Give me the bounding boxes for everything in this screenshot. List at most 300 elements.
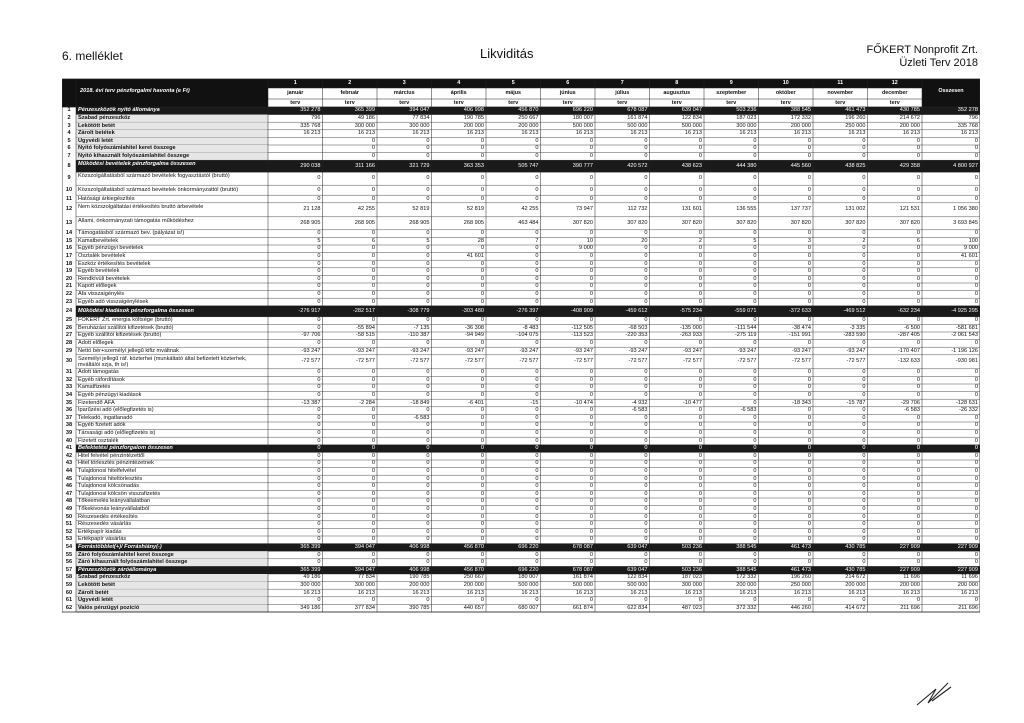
value-cell: 500 000: [627, 581, 648, 588]
row-number: 15: [65, 237, 73, 244]
value-cell: 0: [974, 597, 978, 604]
value-cell: 0: [698, 505, 702, 512]
value-cell: 0: [916, 536, 920, 543]
value-cell: -559 071: [734, 307, 757, 314]
value-cell: 0: [753, 536, 757, 543]
value-cell: 0: [753, 317, 757, 324]
value-cell: 0: [807, 422, 811, 429]
value-cell: 335 768: [300, 122, 321, 129]
value-cell: 0: [644, 505, 648, 512]
value-cell: 307 820: [681, 219, 702, 226]
value-cell: 0: [974, 317, 978, 324]
value-cell: 11 696: [961, 574, 978, 581]
value-cell: 678 087: [572, 543, 593, 550]
value-cell: 0: [535, 597, 539, 604]
value-cell: 200 000: [736, 581, 757, 588]
value-cell: 0: [589, 268, 593, 275]
month-name: február: [340, 90, 360, 96]
value-cell: 180 007: [518, 574, 539, 581]
value-cell: 0: [589, 559, 593, 566]
value-cell: 0: [589, 283, 593, 290]
value-cell: -408 909: [570, 307, 593, 314]
value-cell: 0: [807, 475, 811, 482]
value-cell: 0: [862, 317, 866, 324]
value-cell: 0: [862, 186, 866, 193]
value-cell: 0: [916, 376, 920, 383]
row-label: Hitel felvétel pénzintézettől: [78, 452, 145, 459]
value-cell: 503 236: [681, 543, 702, 550]
value-cell: 0: [426, 460, 430, 467]
value-cell: 0: [644, 475, 648, 482]
value-cell: 9 000: [964, 245, 978, 252]
row-number: 61: [65, 597, 73, 604]
value-cell: 639 047: [681, 107, 702, 114]
row-number: 16: [65, 245, 73, 252]
value-cell: 0: [480, 384, 484, 391]
value-cell: 390 777: [572, 162, 593, 169]
value-cell: 0: [480, 339, 484, 346]
value-cell: 0: [862, 422, 866, 429]
row-label: Nettó bér+személyi jellegű kifiz mváltnak: [78, 347, 179, 354]
row-number: 40: [65, 437, 73, 444]
value-cell: 0: [371, 429, 375, 436]
value-cell: 0: [644, 252, 648, 259]
value-cell: 0: [644, 195, 648, 202]
row-number: 33: [65, 384, 73, 391]
value-cell: 0: [589, 145, 593, 152]
value-cell: 0: [862, 137, 866, 144]
value-cell: 0: [698, 290, 702, 297]
value-cell: 440 657: [463, 604, 484, 611]
value-cell: -111 544: [735, 324, 757, 331]
value-cell: 0: [698, 445, 702, 452]
value-cell: 0: [974, 559, 978, 566]
value-cell: 0: [753, 260, 757, 267]
value-cell: 190 785: [409, 574, 430, 581]
value-cell: 0: [698, 460, 702, 467]
value-cell: 0: [535, 513, 539, 520]
value-cell: 0: [317, 369, 321, 376]
value-cell: 0: [807, 445, 811, 452]
value-cell: 307 820: [736, 219, 757, 226]
value-cell: 0: [807, 513, 811, 520]
month-name: október: [775, 90, 796, 96]
value-cell: -72 577: [465, 358, 484, 365]
value-cell: 0: [644, 145, 648, 152]
value-cell: 0: [916, 597, 920, 604]
row-label: Tulajdonosi kölcsönadás: [78, 483, 140, 490]
month-name: április: [450, 90, 467, 96]
value-cell: 0: [589, 467, 593, 474]
value-cell: 0: [589, 298, 593, 305]
value-cell: -10 477: [683, 399, 702, 406]
value-cell: 0: [974, 437, 978, 444]
value-cell: 500 000: [518, 581, 539, 588]
value-cell: 0: [753, 290, 757, 297]
value-cell: 300 000: [354, 122, 375, 129]
value-cell: 0: [589, 414, 593, 421]
value-cell: -6 583: [631, 407, 648, 414]
value-cell: 0: [535, 460, 539, 467]
value-cell: 0: [862, 407, 866, 414]
value-cell: -2 284: [359, 399, 375, 406]
row-number: 6: [67, 145, 71, 152]
value-cell: 0: [753, 137, 757, 144]
row-number: 46: [65, 483, 73, 490]
value-cell: 0: [480, 445, 484, 452]
value-cell: 0: [698, 498, 702, 505]
value-cell: 696 220: [572, 107, 593, 114]
value-cell: 200 000: [899, 122, 920, 129]
value-cell: 696 220: [518, 566, 539, 573]
value-cell: 0: [644, 429, 648, 436]
value-cell: 0: [589, 445, 593, 452]
value-cell: 0: [974, 152, 978, 159]
month-name: szeptember: [716, 90, 747, 96]
value-cell: 0: [480, 559, 484, 566]
value-cell: 0: [535, 260, 539, 267]
row-label: Adott előlegek: [78, 339, 114, 346]
value-cell: 0: [753, 490, 757, 497]
value-cell: 0: [807, 137, 811, 144]
value-cell: 0: [589, 391, 593, 398]
row-number: 8: [67, 162, 71, 169]
value-cell: 394 047: [354, 543, 375, 550]
row-label: Rendkívüli bevételek: [78, 275, 130, 282]
value-cell: -128 631: [955, 399, 978, 406]
value-cell: 0: [698, 414, 702, 421]
value-cell: 0: [807, 268, 811, 275]
value-cell: 0: [644, 445, 648, 452]
value-cell: 0: [426, 317, 430, 324]
value-cell: 0: [317, 407, 321, 414]
value-cell: 0: [480, 521, 484, 528]
value-cell: 0: [862, 369, 866, 376]
value-cell: 0: [974, 186, 978, 193]
value-cell: 21 128: [303, 206, 321, 213]
row-label: Pénzeszközök záróállománya: [78, 566, 157, 573]
value-cell: 0: [862, 460, 866, 467]
row-label: Tőkekivonás leányvállalatból: [78, 505, 150, 512]
month-plan-label: terv: [835, 99, 846, 106]
value-cell: 0: [589, 384, 593, 391]
value-cell: 0: [698, 145, 702, 152]
value-cell: 0: [317, 422, 321, 429]
month-plan-label: terv: [780, 99, 791, 106]
value-cell: 0: [644, 490, 648, 497]
value-cell: 0: [317, 245, 321, 252]
value-cell: -72 577: [301, 358, 321, 365]
row-label: Egyéb fizetett adók: [78, 422, 126, 429]
value-cell: 0: [480, 260, 484, 267]
value-cell: 0: [535, 490, 539, 497]
value-cell: 300 000: [354, 581, 375, 588]
month-number: 9: [729, 80, 733, 86]
month-name: augusztus: [663, 90, 691, 96]
value-cell: -4 925 295: [951, 307, 978, 314]
value-cell: 0: [807, 230, 811, 237]
value-cell: 0: [807, 384, 811, 391]
value-cell: 9 000: [579, 245, 593, 252]
month-number: 2: [348, 80, 352, 86]
value-cell: 0: [589, 230, 593, 237]
value-cell: 16 213: [630, 130, 648, 137]
value-cell: 429 358: [899, 162, 920, 169]
value-cell: 420 572: [627, 162, 648, 169]
value-cell: 0: [916, 460, 920, 467]
value-cell: 0: [644, 230, 648, 237]
row-label: Valós pénzügyi pozíció: [78, 604, 140, 611]
value-cell: 0: [589, 275, 593, 282]
value-cell: 0: [589, 498, 593, 505]
value-cell: 0: [862, 429, 866, 436]
value-cell: 0: [974, 175, 978, 182]
value-cell: 0: [644, 551, 648, 558]
value-cell: 0: [371, 414, 375, 421]
value-cell: 16 213: [521, 130, 539, 137]
value-cell: 0: [698, 260, 702, 267]
value-cell: 0: [371, 475, 375, 482]
value-cell: 678 087: [627, 107, 648, 114]
value-cell: 0: [317, 498, 321, 505]
value-cell: 0: [644, 175, 648, 182]
value-cell: 0: [916, 290, 920, 297]
value-cell: 0: [535, 290, 539, 297]
value-cell: 300 000: [681, 581, 702, 588]
row-number: 41: [65, 445, 73, 452]
row-label: Működési bevételek pénzforgalma összesen: [78, 161, 196, 168]
value-cell: 0: [807, 369, 811, 376]
value-cell: 300 000: [300, 581, 321, 588]
value-cell: 0: [426, 407, 430, 414]
value-cell: 390 785: [409, 604, 430, 611]
month-number: 12: [891, 80, 898, 86]
value-cell: 41 601: [466, 252, 484, 259]
value-cell: -93 247: [792, 347, 811, 354]
month-plan-label: terv: [726, 99, 737, 106]
month-name: március: [393, 90, 415, 96]
total-column-header: Összesen: [938, 88, 964, 94]
value-cell: 0: [807, 275, 811, 282]
value-cell: 0: [371, 268, 375, 275]
value-cell: 200 000: [899, 581, 920, 588]
row-number: 48: [65, 498, 73, 505]
value-cell: 0: [317, 260, 321, 267]
value-cell: 0: [862, 391, 866, 398]
value-cell: 0: [916, 369, 920, 376]
value-cell: 0: [589, 597, 593, 604]
value-cell: 73 947: [575, 206, 593, 213]
value-cell: 0: [371, 536, 375, 543]
month-number: 1: [293, 80, 297, 86]
value-cell: 4 800 927: [953, 162, 978, 169]
value-cell: 16 213: [575, 130, 593, 137]
liquidity-table: [62, 76, 980, 702]
row-number: 52: [65, 528, 73, 535]
value-cell: 0: [317, 230, 321, 237]
value-cell: 363 353: [463, 162, 484, 169]
row-number: 1: [67, 107, 71, 114]
value-cell: 0: [480, 298, 484, 305]
value-cell: -38 474: [792, 324, 811, 331]
value-cell: 0: [862, 414, 866, 421]
value-cell: -93 247: [301, 347, 321, 354]
value-cell: 0: [371, 559, 375, 566]
value-cell: 0: [426, 369, 430, 376]
value-cell: 0: [753, 437, 757, 444]
value-cell: -68 503: [628, 324, 648, 331]
value-cell: 0: [974, 505, 978, 512]
value-cell: 0: [317, 445, 321, 452]
value-cell: 200 000: [463, 122, 484, 129]
value-cell: 0: [862, 505, 866, 512]
value-cell: 0: [916, 498, 920, 505]
month-plan-label: terv: [290, 99, 301, 106]
value-cell: -135 000: [679, 324, 702, 331]
value-cell: -93 247: [683, 347, 702, 354]
value-cell: 0: [974, 283, 978, 290]
value-cell: 0: [371, 422, 375, 429]
value-cell: 0: [916, 339, 920, 346]
value-cell: 16 213: [739, 589, 757, 596]
value-cell: 0: [644, 437, 648, 444]
annex-label: 6. melléklet: [62, 49, 123, 63]
value-cell: 0: [916, 445, 920, 452]
row-label: FŐKERT Zrt. energia költsége (bruttó): [78, 317, 173, 324]
month-plan-label: terv: [562, 99, 573, 106]
value-cell: -93 247: [356, 347, 375, 354]
value-cell: 0: [862, 445, 866, 452]
value-cell: 0: [589, 513, 593, 520]
value-cell: 0: [974, 475, 978, 482]
value-cell: 0: [317, 414, 321, 421]
value-cell: 0: [644, 422, 648, 429]
value-cell: 0: [317, 339, 321, 346]
value-cell: 0: [753, 399, 757, 406]
value-cell: -283 590: [843, 332, 866, 339]
value-cell: 500 000: [681, 122, 702, 129]
value-cell: 0: [317, 384, 321, 391]
value-cell: 0: [589, 290, 593, 297]
value-cell: 0: [589, 317, 593, 324]
value-cell: 0: [317, 483, 321, 490]
value-cell: 0: [371, 145, 375, 152]
value-cell: 227 909: [957, 543, 978, 550]
value-cell: -282 517: [352, 307, 375, 314]
value-cell: 0: [426, 505, 430, 512]
value-cell: 0: [807, 298, 811, 305]
value-cell: 0: [426, 490, 430, 497]
value-cell: 0: [698, 407, 702, 414]
value-cell: 227 909: [899, 543, 920, 550]
row-label: Tulajdonosi hiteltörlesztés: [78, 475, 143, 482]
value-cell: -170 407: [897, 347, 920, 354]
value-cell: 0: [698, 298, 702, 305]
value-cell: 0: [480, 490, 484, 497]
value-cell: -287 405: [897, 332, 920, 339]
value-cell: -36 308: [465, 324, 484, 331]
value-cell: 0: [589, 452, 593, 459]
value-cell: 77 834: [412, 114, 430, 121]
row-label: Nem közszolgáltatási értékesítés bruttó árbevétele: [78, 203, 204, 210]
value-cell: 196 260: [790, 574, 811, 581]
value-cell: -18 849: [410, 399, 430, 406]
value-cell: 0: [371, 551, 375, 558]
value-cell: 0: [589, 490, 593, 497]
value-cell: 0: [480, 145, 484, 152]
value-cell: 20: [641, 237, 648, 244]
value-cell: 5: [426, 237, 430, 244]
value-cell: 0: [480, 391, 484, 398]
value-cell: 0: [535, 230, 539, 237]
value-cell: 0: [371, 513, 375, 520]
value-cell: 0: [371, 597, 375, 604]
value-cell: 0: [426, 513, 430, 520]
value-cell: 0: [535, 298, 539, 305]
value-cell: 0: [317, 186, 321, 193]
value-cell: 49 186: [303, 574, 321, 581]
value-cell: 0: [698, 152, 702, 159]
value-cell: 0: [807, 290, 811, 297]
value-cell: 0: [644, 298, 648, 305]
value-cell: 0: [698, 536, 702, 543]
value-cell: -72 577: [737, 358, 757, 365]
value-cell: 0: [480, 483, 484, 490]
value-cell: -72 577: [846, 358, 866, 365]
business-plan-label: Üzleti Terv 2018: [899, 57, 978, 69]
row-label: Lekötött betét: [78, 122, 115, 129]
row-label: Kamatbevételek: [78, 237, 119, 244]
value-cell: 406 998: [409, 566, 430, 573]
value-cell: 0: [317, 252, 321, 259]
value-cell: 0: [535, 498, 539, 505]
value-cell: 0: [589, 252, 593, 259]
month-name: május: [505, 90, 522, 96]
row-number: 38: [65, 422, 73, 429]
value-cell: 0: [916, 145, 920, 152]
value-cell: 0: [753, 483, 757, 490]
value-cell: 16 213: [466, 589, 484, 596]
value-cell: -15 787: [846, 399, 866, 406]
row-number: 62: [65, 604, 73, 611]
value-cell: 0: [371, 505, 375, 512]
row-label: Részesedés értékesítés: [78, 513, 138, 520]
value-cell: 0: [371, 467, 375, 474]
value-cell: 0: [589, 536, 593, 543]
value-cell: 0: [862, 536, 866, 543]
month-plan-label: terv: [671, 99, 682, 106]
signature-mark: [914, 677, 954, 709]
value-cell: -15: [530, 399, 539, 406]
value-cell: 0: [916, 260, 920, 267]
row-label: Közszolgáltatásból származó bevételek önkormányzattól (bruttó): [78, 186, 239, 193]
value-cell: 0: [753, 175, 757, 182]
value-cell: 0: [480, 513, 484, 520]
value-cell: 0: [371, 483, 375, 490]
row-label: Tulajdonosi kölcsön visszafizetés: [78, 490, 161, 497]
value-cell: 0: [371, 384, 375, 391]
row-label: Zárolt betétek: [78, 130, 115, 137]
value-cell: -6 401: [468, 399, 484, 406]
value-cell: 0: [317, 505, 321, 512]
value-cell: 0: [535, 268, 539, 275]
row-label: Egyéb pénzügyi kiadások: [78, 391, 142, 398]
value-cell: 0: [698, 452, 702, 459]
value-cell: 0: [807, 186, 811, 193]
value-cell: -94 949: [465, 332, 484, 339]
value-cell: 122 834: [681, 114, 702, 121]
value-cell: 16 213: [630, 589, 648, 596]
